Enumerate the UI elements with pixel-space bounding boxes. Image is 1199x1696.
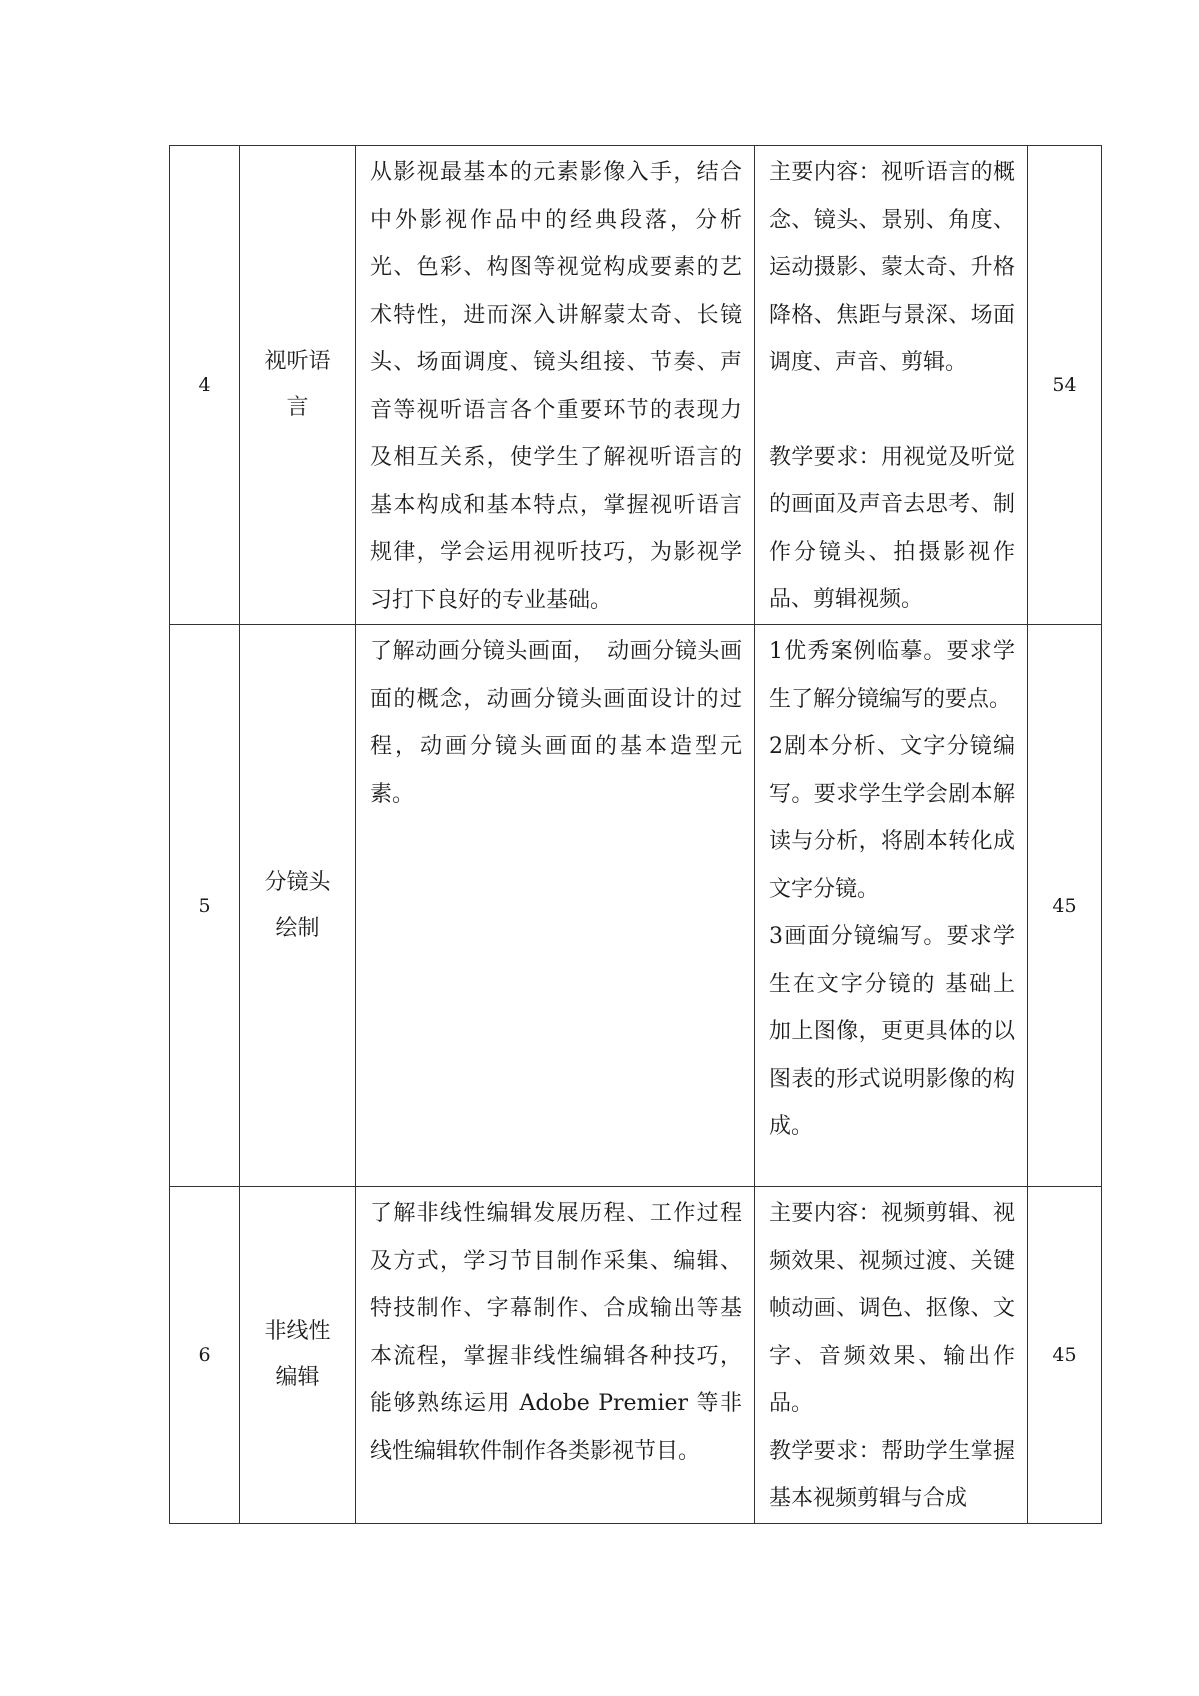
requirement-paragraph: 主要内容：视频剪辑、视频效果、视频过渡、关键帧动画、调色、抠像、文字、音频效果、输出作品。 xyxy=(769,1201,1015,1416)
course-description-cell xyxy=(356,625,755,1187)
course-name: 视听语言 xyxy=(264,349,331,420)
course-name-cell xyxy=(240,1187,356,1524)
course-table xyxy=(169,145,1102,1524)
row-number: 5 xyxy=(170,625,240,1187)
row-number: 6 xyxy=(170,1187,240,1524)
course-description-cell xyxy=(356,1187,755,1524)
requirement-paragraph: 2剧本分析、文字分镜编写。要求学生学会剧本解读与分析，将剧本转化成文字分镜。 xyxy=(769,734,1015,902)
requirement-paragraph: 1优秀案例临摹。要求学生了解分镜编写的要点。 xyxy=(769,639,1015,712)
course-name-cell xyxy=(240,146,356,625)
requirement-paragraph: 教学要求：用视觉及听觉的画面及声音去思考、制作分镜头、拍摄影视作品、剪辑视频。 xyxy=(769,444,1015,612)
course-description: 从影视最基本的元素影像入手，结合中外影视作品中的经典段落，分析光、色彩、构图等视觉构成要素的艺术特性，进而深入讲解蒙太奇、长镜头、场面调度、镜头组接、节奏、声音等视听语言各个重要环节的表现力及相互关系，使学生了解视听语言的基本构成和基本特点，掌握视听语言规律，学会运用视听技巧，为影视学习打下良好的专业基础。 xyxy=(370,160,742,613)
course-name-cell xyxy=(240,625,356,1187)
row-number: 4 xyxy=(170,146,240,625)
course-requirements-cell xyxy=(755,625,1028,1187)
course-hours: 54 xyxy=(1028,146,1102,625)
course-hours: 45 xyxy=(1028,1187,1102,1524)
table-row xyxy=(170,1187,1102,1524)
requirement-paragraph: 主要内容：视听语言的概念、镜头、景别、角度、运动摄影、蒙太奇、升格降格、焦距与景深、场面调度、声音、剪辑。 xyxy=(769,160,1015,375)
table-row xyxy=(170,625,1102,1187)
course-name: 非线性编辑 xyxy=(264,1318,331,1390)
requirement-paragraph: 3画面分镜编写。要求学生在文字分镜的 基础上加上图像，更更具体的以图表的形式说明影像的构成。 xyxy=(769,924,1015,1139)
course-description: 了解动画分镜头画面， 动画分镜头画面的概念，动画分镜头画面设计的过程，动画分镜头画面的基本造型元素。 xyxy=(370,639,742,807)
course-requirements-cell xyxy=(755,146,1028,625)
course-description-cell xyxy=(356,146,755,625)
requirement-paragraph: 教学要求：帮助学生掌握基本视频剪辑与合成 xyxy=(769,1438,1015,1511)
table-row xyxy=(170,146,1102,625)
course-description: 了解非线性编辑发展历程、工作过程及方式，学习节目制作采集、编辑、特技制作、字幕制作、合成输出等基本流程，掌握非线性编辑各种技巧，能够熟练运用 Adobe Premier 等非线性编辑软件制作各类影视节目。 xyxy=(370,1201,742,1464)
course-requirements-cell xyxy=(755,1187,1028,1524)
course-hours: 45 xyxy=(1028,625,1102,1187)
course-name: 分镜头绘制 xyxy=(264,869,331,941)
